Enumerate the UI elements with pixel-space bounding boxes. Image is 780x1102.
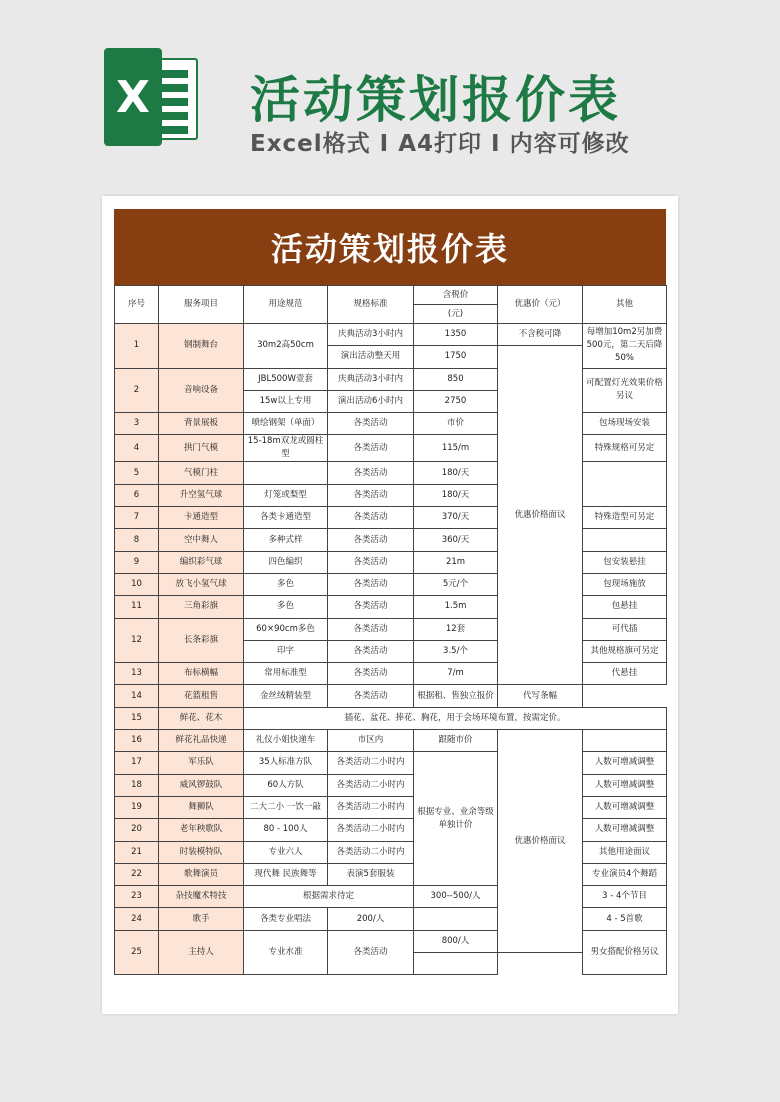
cell-spec: 60×90cm多色 (244, 618, 328, 640)
cell-price: 300--500/人 (414, 886, 498, 908)
header-row (115, 286, 667, 305)
table-row (115, 796, 667, 818)
cell-no: 18 (115, 774, 159, 796)
cell-other: 包安装悬挂 (583, 551, 667, 573)
header-service: 服务项目 (159, 286, 244, 324)
cell-other: 包场现场安装 (583, 413, 667, 435)
cell-no: 21 (115, 841, 159, 863)
cell-no: 11 (115, 596, 159, 618)
cell-other: 包现场施放 (583, 573, 667, 595)
cell-service: 空中舞人 (159, 529, 244, 551)
cell-no: 10 (115, 573, 159, 595)
cell-discount: 优惠价格面议 (498, 346, 583, 685)
cell-no: 16 (115, 730, 159, 752)
cell-spec: JBL500W壹套 (244, 368, 328, 390)
cell-spec: 印字 (244, 640, 328, 662)
cell-spec: 常用标准型 (244, 663, 328, 685)
cell-standard: 各类活动 (328, 618, 414, 640)
cell-no: 15 (115, 707, 159, 729)
cell-other: 4 - 5首歌 (583, 908, 667, 930)
header-spec: 用途规范 (244, 286, 328, 324)
cell-service: 音响设备 (159, 368, 244, 413)
cell-standard: 各类活动 (328, 596, 414, 618)
cell-price: 7/m (414, 663, 498, 685)
cell-spec: 80 - 100人 (244, 819, 328, 841)
cell-service: 主持人 (159, 930, 244, 975)
cell-price: 跟随市价 (414, 730, 498, 752)
cell-spec: 礼仪小姐快递车 (244, 730, 328, 752)
cell-other: 可代插 (583, 618, 667, 640)
cell-spec: 60人方队 (244, 774, 328, 796)
cell-service: 花篮租售 (159, 685, 244, 707)
cell-other (583, 730, 667, 752)
cell-price: 根据专业、业余等级单独计价 (414, 752, 498, 886)
cell-standard: 各类活动 (328, 551, 414, 573)
quote-table (114, 285, 667, 975)
cell-price: 1750 (414, 346, 498, 368)
cell-price: 1.5m (414, 596, 498, 618)
cell-no: 12 (115, 618, 159, 663)
cell-no: 9 (115, 551, 159, 573)
cell-standard: 各类活动 (328, 685, 414, 707)
cell-no: 7 (115, 507, 159, 529)
cell-standard: 各类活动 (328, 663, 414, 685)
cell-other: 每增加10m2另加费500元，第二天后降50% (583, 324, 667, 369)
cell-service: 卡通造型 (159, 507, 244, 529)
cell-spec: 15-18m双龙或圆柱型 (244, 435, 328, 462)
cell-price: 2750 (414, 390, 498, 412)
table-row (115, 413, 667, 435)
table-row (115, 707, 667, 729)
cell-other: 特殊规格可另定 (583, 435, 667, 462)
table-row (115, 462, 667, 484)
cell-standard: 各类活动二小时内 (328, 796, 414, 818)
table-row (115, 573, 667, 595)
table-row (115, 529, 667, 551)
cell-standard: 各类活动 (328, 462, 414, 484)
cell-standard: 各类活动 (328, 529, 414, 551)
cell-spec (244, 462, 328, 484)
cell-spec: 二大二小 一饮一敲 (244, 796, 328, 818)
cell-other: 代写条幅 (498, 685, 583, 707)
cell-spec: 专业水准 (244, 930, 328, 975)
cell-spec: 15w以上专用 (244, 390, 328, 412)
cell-service: 升空氢气球 (159, 484, 244, 506)
cell-service: 钢制舞台 (159, 324, 244, 369)
cell-standard: 各类活动 (328, 435, 414, 462)
cell-price: 3.5/个 (414, 640, 498, 662)
cell-spec: 各类卡通造型 (244, 507, 328, 529)
cell-other: 男女搭配价格另议 (583, 930, 667, 975)
cell-price: 370/天 (414, 507, 498, 529)
excel-logo (104, 48, 202, 146)
cell-service: 编织彩气球 (159, 551, 244, 573)
cell-service: 拱门气模 (159, 435, 244, 462)
cell-price: 市价 (414, 413, 498, 435)
cell-standard: 演出活动整天用 (328, 346, 414, 368)
cell-no: 17 (115, 752, 159, 774)
cell-spec: 多色 (244, 596, 328, 618)
cell-standard: 表演5套服装 (328, 863, 414, 885)
cell-standard: 各类活动二小时内 (328, 774, 414, 796)
cell-price (414, 908, 498, 930)
cell-service: 军乐队 (159, 752, 244, 774)
cell-standard: 各类活动二小时内 (328, 841, 414, 863)
table-row (115, 774, 667, 796)
cell-spec: 金丝绒精装型 (244, 685, 328, 707)
cell-service: 气模门柱 (159, 462, 244, 484)
cell-other: 特殊造型可另定 (583, 507, 667, 529)
table-row (115, 886, 667, 908)
cell-service: 威风锣鼓队 (159, 774, 244, 796)
header-standard: 规格标准 (328, 286, 414, 324)
cell-standard: 演出活动6小时内 (328, 390, 414, 412)
cell-no: 24 (115, 908, 159, 930)
cell-other: 其他规格旗可另定 (583, 640, 667, 662)
cell-spec: 根据需求待定 (244, 886, 414, 908)
cell-service: 鲜花礼品快递 (159, 730, 244, 752)
cell-no: 2 (115, 368, 159, 413)
cell-other: 可配置灯光效果价格另议 (583, 368, 667, 413)
table-row (115, 435, 667, 462)
cell-price: 115/m (414, 435, 498, 462)
table-row (115, 368, 667, 390)
cell-service: 歌手 (159, 908, 244, 930)
cell-price: 180/天 (414, 462, 498, 484)
cell-other: 包悬挂 (583, 596, 667, 618)
cell-other: 其他用途面议 (583, 841, 667, 863)
cell-no: 5 (115, 462, 159, 484)
cell-standard: 各类活动二小时内 (328, 819, 414, 841)
cell-price: 根据租、售独立报价 (414, 685, 498, 707)
cell-price: 21m (414, 551, 498, 573)
cell-service: 长条彩旗 (159, 618, 244, 663)
table-row (115, 618, 667, 640)
cell-price: 850 (414, 368, 498, 390)
cell-no: 13 (115, 663, 159, 685)
cell-standard: 各类活动 (328, 930, 414, 975)
cell-other: 代悬挂 (583, 663, 667, 685)
cell-no: 19 (115, 796, 159, 818)
cell-no: 8 (115, 529, 159, 551)
cell-standard: 市区内 (328, 730, 414, 752)
cell-price (414, 953, 498, 975)
excel-x-icon: X (104, 48, 162, 146)
header-unit: (元) (414, 305, 498, 324)
cell-other (583, 529, 667, 551)
cell-other: 专业演员4个舞蹈 (583, 863, 667, 885)
table-row (115, 863, 667, 885)
cell-spec: 35人标准方队 (244, 752, 328, 774)
cell-spec: 喷绘钢架（单面） (244, 413, 328, 435)
cell-standard: 各类活动 (328, 640, 414, 662)
cell-standard: 各类活动 (328, 573, 414, 595)
cell-service: 杂技魔术特技 (159, 886, 244, 908)
cell-standard: 各类活动 (328, 413, 414, 435)
cell-service: 歌舞演员 (159, 863, 244, 885)
cell-spec: 各类专业唱法 (244, 908, 328, 930)
cell-price: 5元/个 (414, 573, 498, 595)
cell-service: 三角彩旗 (159, 596, 244, 618)
table-row (115, 507, 667, 529)
cell-other: 人数可增减调整 (583, 819, 667, 841)
cell-no: 23 (115, 886, 159, 908)
table-row (115, 930, 667, 952)
cell-standard: 庆典活动3小时内 (328, 368, 414, 390)
cell-other: 人数可增减调整 (583, 796, 667, 818)
cell-spec: 灯笼或梨型 (244, 484, 328, 506)
cell-standard: 庆典活动3小时内 (328, 324, 414, 346)
table-row (115, 730, 667, 752)
cell-service: 背景展板 (159, 413, 244, 435)
cell-spec: 专业六人 (244, 841, 328, 863)
cell-no: 14 (115, 685, 159, 707)
table-row (115, 752, 667, 774)
cell-no: 22 (115, 863, 159, 885)
cell-no: 3 (115, 413, 159, 435)
table-row (115, 663, 667, 685)
table-row (115, 819, 667, 841)
table-row (115, 596, 667, 618)
cell-no: 20 (115, 819, 159, 841)
cell-spec: 四色编织 (244, 551, 328, 573)
table-row (115, 551, 667, 573)
cell-service: 鲜花、花木 (159, 707, 244, 729)
cell-standard: 各类活动 (328, 507, 414, 529)
cell-standard: 200/人 (328, 908, 414, 930)
header-other: 其他 (583, 286, 667, 324)
cell-service: 放飞小氢气球 (159, 573, 244, 595)
cell-service: 舞狮队 (159, 796, 244, 818)
sheet-title: 活动策划报价表 (114, 209, 666, 285)
header-tax-price: 含税价 (414, 286, 498, 305)
cell-discount: 优惠价格面议 (498, 730, 583, 953)
cell-service: 布标横幅 (159, 663, 244, 685)
cell-no: 4 (115, 435, 159, 462)
cell-other (583, 462, 667, 507)
cell-no: 6 (115, 484, 159, 506)
cell-standard: 各类活动二小时内 (328, 752, 414, 774)
cell-no: 1 (115, 324, 159, 369)
page-subtitle: Excel格式 I A4打印 I 内容可修改 (250, 131, 630, 157)
cell-price: 360/天 (414, 529, 498, 551)
cell-other: 3 - 4个节目 (583, 886, 667, 908)
cell-other: 人数可增减调整 (583, 752, 667, 774)
table-row (115, 908, 667, 930)
cell-service: 时装模特队 (159, 841, 244, 863)
cell-description: 插花、盆花、捧花、胸花，用于会场环境布置，按需定价。 (244, 707, 667, 729)
cell-spec: 30m2高50cm (244, 324, 328, 369)
cell-price: 1350 (414, 324, 498, 346)
cell-no: 25 (115, 930, 159, 975)
cell-price: 180/天 (414, 484, 498, 506)
cell-spec: 现代舞 民族舞等 (244, 863, 328, 885)
header-no: 序号 (115, 286, 159, 324)
cell-spec: 多种式样 (244, 529, 328, 551)
table-row (115, 841, 667, 863)
cell-spec: 多色 (244, 573, 328, 595)
page-title: 活动策划报价表 (250, 71, 621, 129)
table-row (115, 685, 667, 707)
cell-discount: 不含税可降 (498, 324, 583, 346)
cell-price: 800/人 (414, 930, 498, 952)
cell-service: 老年秧歌队 (159, 819, 244, 841)
table-row (115, 324, 667, 346)
cell-standard: 各类活动 (328, 484, 414, 506)
header-discount: 优惠价（元） (498, 286, 583, 324)
cell-other: 人数可增减调整 (583, 774, 667, 796)
cell-price: 12套 (414, 618, 498, 640)
